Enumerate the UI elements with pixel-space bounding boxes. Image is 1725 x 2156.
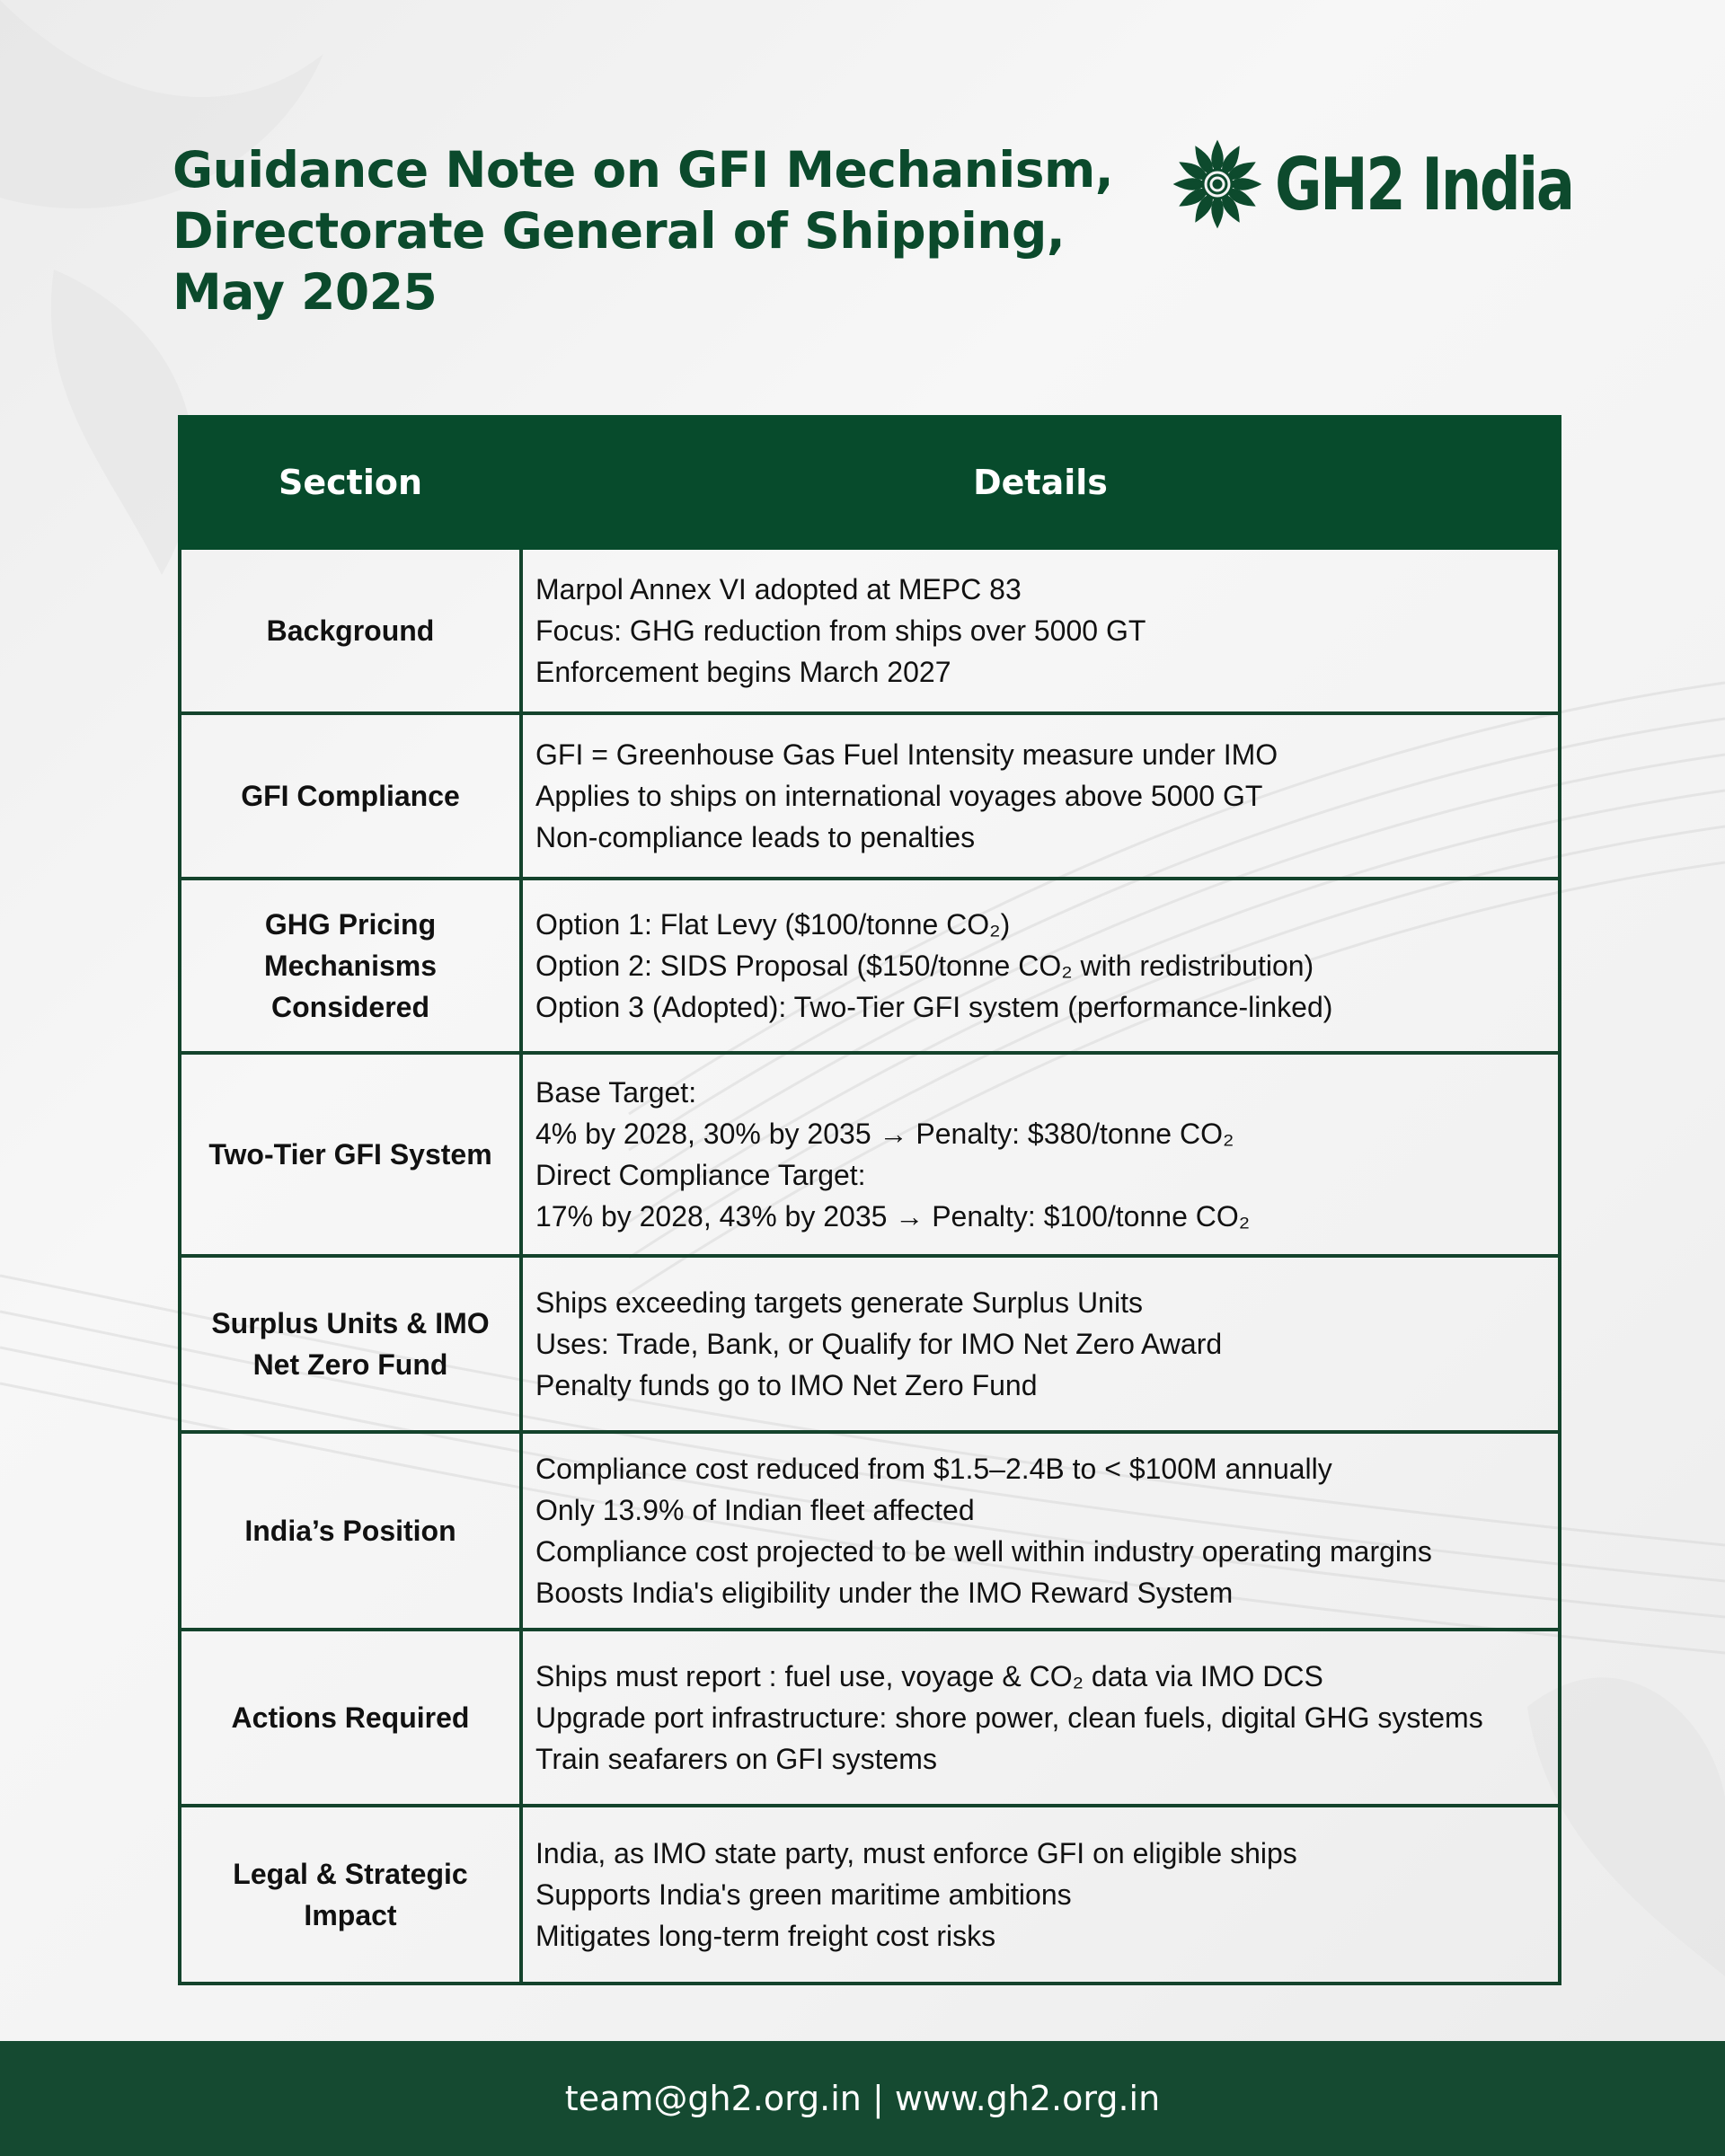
gfi-table	[178, 415, 1561, 1985]
section-cell: Legal & Strategic Impact	[180, 1806, 521, 1984]
detail-line: Non-compliance leads to penalties	[535, 821, 976, 853]
detail-line: Applies to ships on international voyages above 5000 GT	[535, 780, 1263, 812]
detail-line: Penalty funds go to IMO Net Zero Fund	[535, 1369, 1038, 1401]
details-cell	[521, 1053, 1560, 1256]
detail-line: 17% by 2028, 43% by 2035 → Penalty: $100/tonne CO₂	[535, 1200, 1251, 1233]
details-cell	[521, 1630, 1560, 1806]
header-details: Details	[521, 417, 1560, 548]
table-row	[180, 1630, 1560, 1806]
section-cell: Actions Required	[180, 1630, 521, 1806]
detail-line: Base Target:	[535, 1076, 697, 1109]
detail-line: Ships must report : fuel use, voyage & CO₂ data via IMO DCS	[535, 1660, 1323, 1692]
details-cell	[521, 1432, 1560, 1630]
detail-line: India, as IMO state party, must enforce GFI on eligible ships	[535, 1837, 1297, 1869]
detail-line: Focus: GHG reduction from ships over 5000 GT	[535, 614, 1146, 647]
section-cell: Background	[180, 548, 521, 713]
details-cell	[521, 879, 1560, 1053]
table-row	[180, 879, 1560, 1053]
details-cell	[521, 1806, 1560, 1984]
table-row	[180, 1432, 1560, 1630]
detail-line: Compliance cost reduced from $1.5–2.4B to < $100M annually	[535, 1453, 1332, 1485]
section-cell: Surplus Units & IMO Net Zero Fund	[180, 1256, 521, 1432]
detail-line: Boosts India's eligibility under the IMO Reward System	[535, 1577, 1234, 1609]
detail-line: Ships exceeding targets generate Surplus Units	[535, 1286, 1143, 1319]
detail-line: Compliance cost projected to be well within industry operating margins	[535, 1535, 1432, 1568]
detail-line: Marpol Annex VI adopted at MEPC 83	[535, 573, 1022, 605]
details-cell	[521, 548, 1560, 713]
table-row	[180, 1256, 1560, 1432]
gh2-india-logo	[1172, 139, 1648, 229]
table-row	[180, 1053, 1560, 1256]
details-cell	[521, 1256, 1560, 1432]
detail-line: Mitigates long-term freight cost risks	[535, 1920, 996, 1952]
table-row	[180, 548, 1560, 713]
section-cell: GHG Pricing Mechanisms Considered	[180, 879, 521, 1053]
detail-line: Supports India's green maritime ambitions	[535, 1878, 1072, 1911]
detail-line: Option 1: Flat Levy ($100/tonne CO₂)	[535, 908, 1011, 941]
section-cell: GFI Compliance	[180, 713, 521, 879]
detail-line: Option 3 (Adopted): Two-Tier GFI system (performance-linked)	[535, 991, 1333, 1023]
footer-bar	[0, 2041, 1725, 2156]
detail-line: GFI = Greenhouse Gas Fuel Intensity measure under IMO	[535, 738, 1278, 771]
title-line-1: Guidance Note on GFI Mechanism,	[172, 141, 1114, 199]
details-cell	[521, 713, 1560, 879]
section-cell: India’s Position	[180, 1432, 521, 1630]
mandala-flower-icon	[1172, 139, 1262, 229]
table-row	[180, 1806, 1560, 1984]
table-row	[180, 713, 1560, 879]
detail-line: Upgrade port infrastructure: shore power, clean fuels, digital GHG systems	[535, 1701, 1483, 1734]
detail-line: Train seafarers on GFI systems	[535, 1743, 937, 1775]
footer-contact[interactable]: team@gh2.org.in | www.gh2.org.in	[564, 2079, 1161, 2118]
logo-text: GH2 India	[1275, 142, 1573, 226]
detail-line: Uses: Trade, Bank, or Qualify for IMO Net Zero Award	[535, 1328, 1223, 1360]
document-title	[172, 139, 1143, 323]
detail-line: Enforcement begins March 2027	[535, 656, 951, 688]
detail-line: 4% by 2028, 30% by 2035 → Penalty: $380/tonne CO₂	[535, 1118, 1234, 1150]
section-cell: Two-Tier GFI System	[180, 1053, 521, 1256]
title-line-3: May 2025	[172, 263, 438, 321]
header-section: Section	[180, 417, 521, 548]
detail-line: Option 2: SIDS Proposal ($150/tonne CO₂ with redistribution)	[535, 950, 1314, 982]
gfi-table-container	[178, 415, 1558, 1985]
detail-line: Direct Compliance Target:	[535, 1159, 866, 1191]
title-line-2: Directorate General of Shipping,	[172, 202, 1066, 260]
detail-line: Only 13.9% of Indian fleet affected	[535, 1494, 975, 1526]
table-header-row	[180, 417, 1560, 548]
